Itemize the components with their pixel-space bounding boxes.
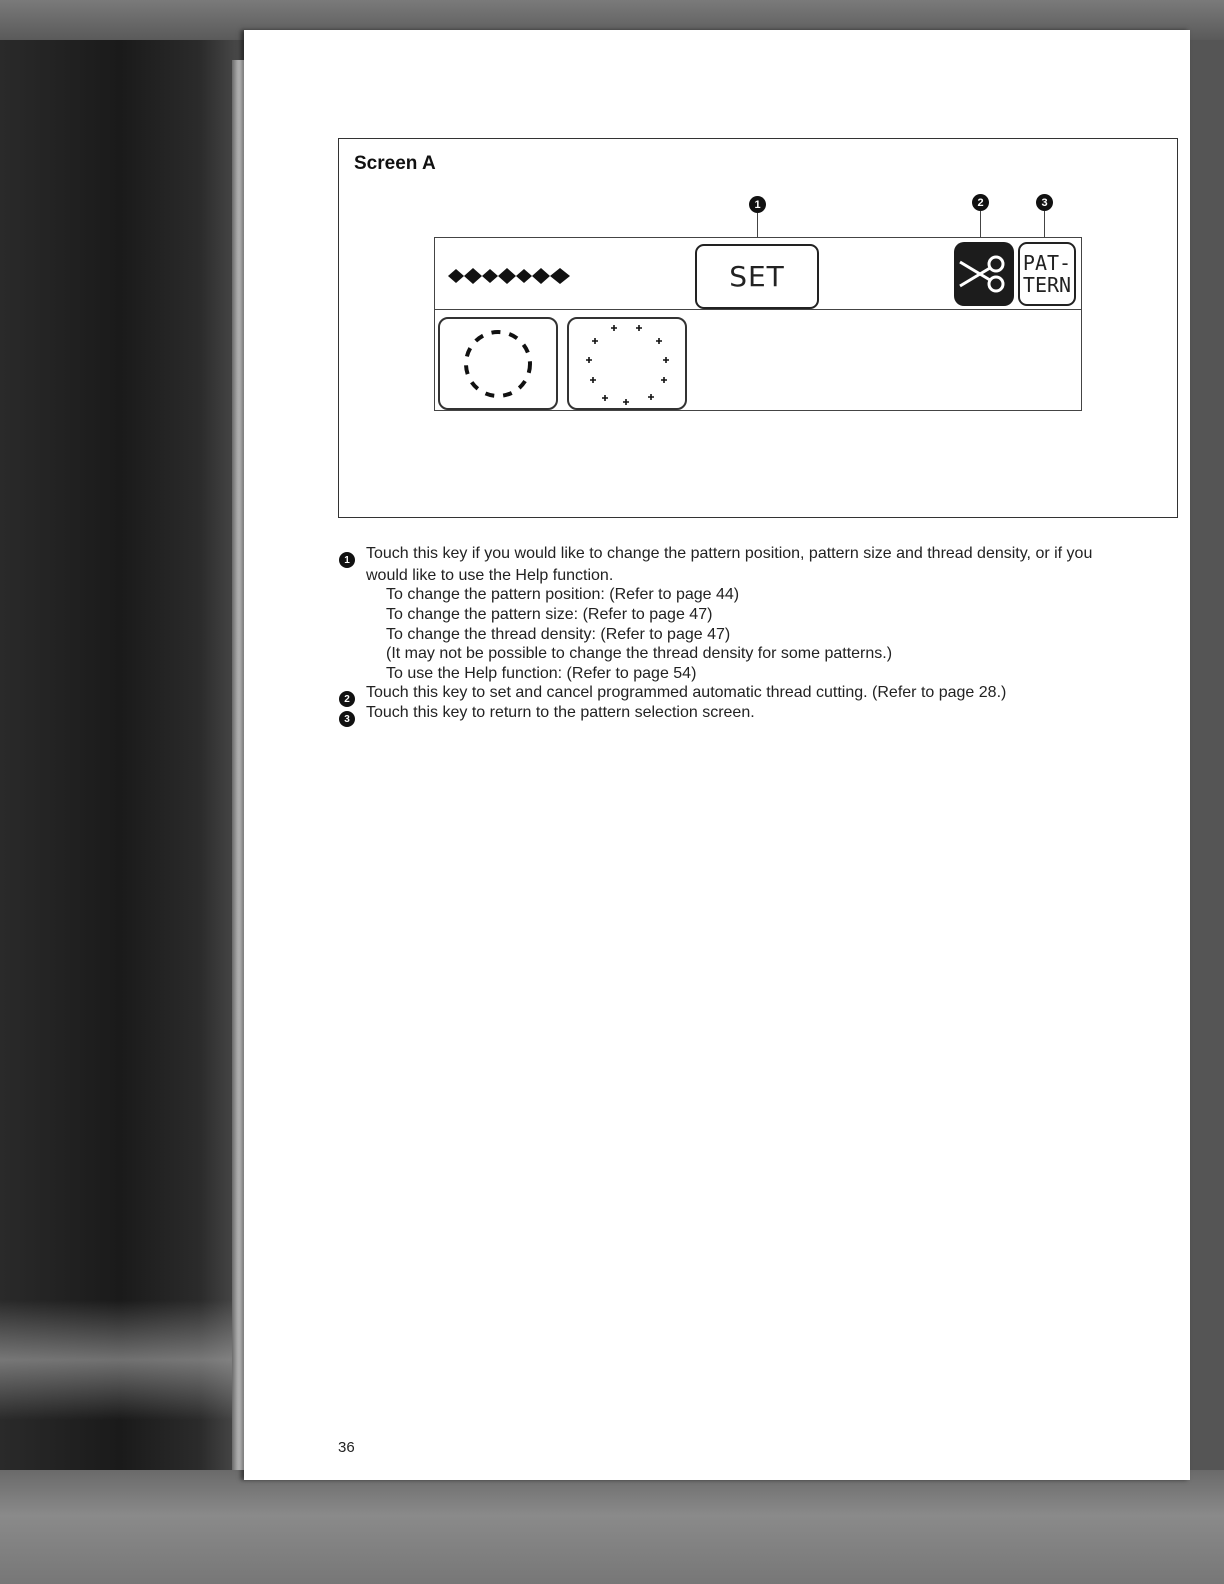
item-3-text: Touch this key to return to the pattern selection screen. [366, 704, 755, 721]
callout-1: 1 [749, 196, 766, 213]
item-1-text-line1: Touch this key if you would like to change the pattern position, pattern size and thread density, or if you [366, 545, 1093, 562]
set-button[interactable]: SET [695, 244, 819, 309]
item-2-text: Touch this key to set and cancel programmed automatic thread cutting. (Refer to page 28.) [366, 684, 1007, 701]
item-2-marker: 2 [339, 691, 355, 707]
page-number: 36 [338, 1439, 355, 1456]
pattern-key-line1: PAT- [1022, 251, 1072, 275]
pattern-tile-cross-circle[interactable] [567, 317, 687, 410]
pattern-tile-dashed-circle[interactable] [438, 317, 558, 410]
scan-bottom-edge [0, 1470, 1224, 1584]
pattern-button[interactable] [1018, 242, 1076, 306]
item-1-sub-size: To change the pattern size: (Refer to page 47) [386, 606, 713, 623]
callout-3: 3 [1036, 194, 1053, 211]
stitch-dots-icon [446, 264, 576, 288]
thread-cut-button[interactable] [954, 242, 1014, 306]
scan-left-highlight [0, 1300, 250, 1420]
dashed-circle-icon [440, 319, 556, 408]
item-1-sub-density: To change the thread density: (Refer to page 47) [386, 626, 731, 643]
item-1-sub-help: To use the Help function: (Refer to page 54) [386, 665, 697, 682]
lcd-divider [434, 309, 1081, 310]
item-1-sub-position: To change the pattern position: (Refer to page 44) [386, 586, 740, 603]
item-1-text-line2: would like to use the Help function. [366, 567, 614, 584]
item-1-sub-density-note: (It may not be possible to change the thread density for some patterns.) [386, 645, 893, 662]
cross-circle-icon [569, 319, 685, 408]
scissors-icon [954, 242, 1014, 306]
screen-title: Screen A [354, 153, 436, 174]
item-3-marker: 3 [339, 711, 355, 727]
pattern-key-line2: TERN [1022, 273, 1072, 297]
item-1-marker: 1 [339, 552, 355, 568]
callout-2: 2 [972, 194, 989, 211]
